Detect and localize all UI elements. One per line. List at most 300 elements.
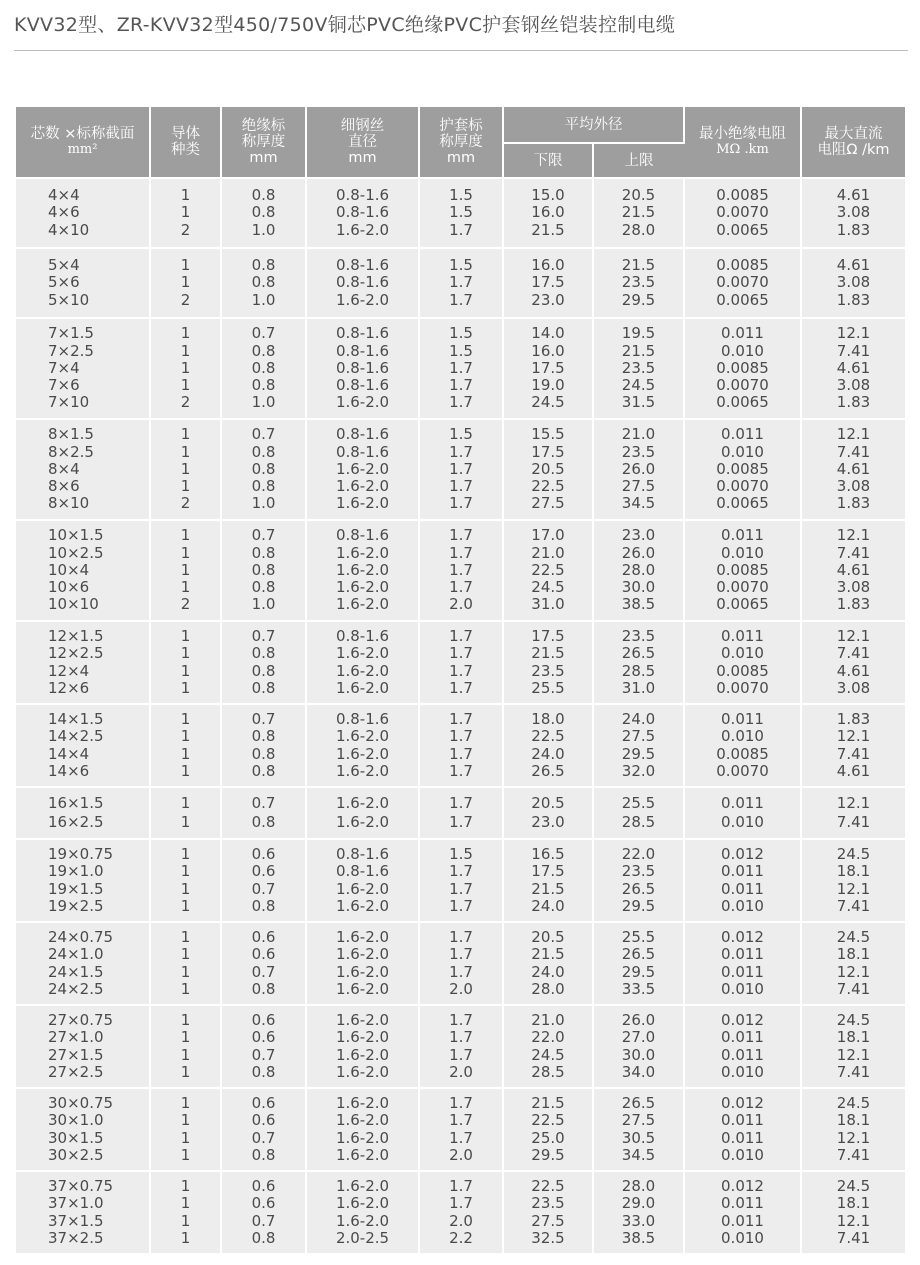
cell-value: 24.5 bbox=[836, 928, 871, 947]
cell-value: 7.41 bbox=[836, 1228, 871, 1247]
cell-value: 0.8 bbox=[251, 678, 276, 697]
cell-value: 0.012 bbox=[721, 845, 764, 864]
cell-dc-resistance bbox=[801, 621, 905, 704]
cell-value: 24×1.5 bbox=[48, 962, 104, 981]
cell-value: 2 bbox=[180, 220, 191, 239]
cell-value: 1 bbox=[180, 442, 191, 461]
cell-value: 0.6 bbox=[251, 1094, 276, 1113]
cell-value: 33.0 bbox=[621, 1211, 656, 1230]
cell-value: 0.6 bbox=[251, 1194, 276, 1213]
cell-value: 15.0 bbox=[531, 186, 565, 205]
cell-conductor bbox=[150, 178, 221, 248]
cell-insulation bbox=[221, 178, 306, 248]
cell-value: 17.5 bbox=[531, 273, 565, 292]
header-conductor-l2: 种类 bbox=[171, 142, 200, 158]
cell-value: 21.0 bbox=[621, 425, 656, 444]
cell-value: 0.6 bbox=[251, 1028, 276, 1047]
cell-value: 1 bbox=[180, 678, 191, 697]
cell-insulation bbox=[221, 1171, 306, 1254]
cell-ins-resistance bbox=[684, 178, 801, 248]
cell-od-upper bbox=[593, 1171, 684, 1254]
cell-value: 1.6-2.0 bbox=[335, 560, 390, 579]
cell-value: 0.8 bbox=[251, 203, 276, 222]
cell-value: 20.5 bbox=[531, 794, 565, 812]
cell-value: 28.0 bbox=[531, 979, 565, 998]
cell-value: 12.1 bbox=[836, 1128, 871, 1147]
cell-ins-resistance bbox=[684, 1088, 801, 1171]
cell-value: 0.8 bbox=[251, 273, 276, 292]
cell-value: 2.0 bbox=[449, 1211, 473, 1230]
cell-value: 0.8 bbox=[251, 979, 276, 998]
cell-value: 0.012 bbox=[721, 928, 764, 947]
cell-value: 10×6 bbox=[48, 578, 90, 597]
cell-sheath bbox=[419, 704, 503, 787]
cell-od-lower bbox=[503, 178, 593, 248]
cell-cores bbox=[16, 318, 150, 419]
cell-value: 0.0065 bbox=[716, 494, 769, 513]
cell-value: 19×1.5 bbox=[48, 879, 104, 898]
cell-value: 29.0 bbox=[621, 1194, 656, 1213]
cell-value: 0.7 bbox=[251, 1211, 276, 1230]
cell-value: 34.0 bbox=[621, 1062, 656, 1081]
cell-value: 0.8-1.6 bbox=[335, 256, 390, 275]
cell-value: 0.8-1.6 bbox=[335, 442, 390, 461]
cell-value: 24.5 bbox=[531, 393, 565, 412]
cell-value: 2 bbox=[180, 290, 191, 309]
cell-value: 24.0 bbox=[531, 896, 565, 915]
cell-value: 0.8 bbox=[251, 744, 276, 763]
cell-value: 1.7 bbox=[449, 761, 473, 780]
cell-value: 0.011 bbox=[721, 794, 764, 812]
cell-value: 1 bbox=[180, 256, 191, 275]
header-conductor-l1: 导体 bbox=[171, 126, 200, 142]
cell-value: 0.0085 bbox=[716, 744, 769, 763]
table-row bbox=[16, 621, 905, 704]
header-sheath-l1: 护套标 bbox=[439, 118, 483, 134]
cell-value: 3.08 bbox=[836, 477, 871, 496]
cell-cores bbox=[16, 419, 150, 520]
cell-value: 1.5 bbox=[449, 203, 473, 222]
cell-value: 19×1.0 bbox=[48, 862, 104, 881]
cell-conductor bbox=[150, 1171, 221, 1254]
cell-value: 22.0 bbox=[531, 1028, 565, 1047]
cell-value: 0.010 bbox=[721, 644, 764, 663]
cell-value: 1.7 bbox=[449, 896, 473, 915]
header-upper: 上限 bbox=[593, 143, 684, 178]
cell-conductor bbox=[150, 787, 221, 839]
table-row bbox=[16, 178, 905, 248]
cell-value: 1 bbox=[180, 425, 191, 444]
cell-value: 8×6 bbox=[48, 477, 80, 496]
cell-value: 21.0 bbox=[531, 1011, 565, 1030]
cell-value: 1.6-2.0 bbox=[335, 1094, 390, 1113]
cell-value: 3.08 bbox=[836, 376, 871, 395]
cell-value: 1 bbox=[180, 1045, 191, 1064]
cell-value: 22.5 bbox=[531, 727, 565, 746]
cell-value: 30.0 bbox=[621, 1045, 656, 1064]
cell-value: 0.6 bbox=[251, 1011, 276, 1030]
cell-value: 37×1.0 bbox=[48, 1194, 104, 1213]
cell-value: 24×2.5 bbox=[48, 979, 104, 998]
cell-value: 27.5 bbox=[531, 494, 565, 513]
cell-sheath bbox=[419, 787, 503, 839]
header-insulation-l2: 称厚度 bbox=[241, 134, 286, 150]
cell-value: 24.5 bbox=[836, 1177, 871, 1196]
cell-value: 0.6 bbox=[251, 1111, 276, 1130]
cell-value: 1.6-2.0 bbox=[335, 1011, 390, 1030]
cell-value: 1.7 bbox=[449, 1128, 473, 1147]
cell-value: 30.5 bbox=[621, 1128, 656, 1147]
cell-cores bbox=[16, 1171, 150, 1254]
cell-insulation bbox=[221, 621, 306, 704]
cell-value: 23.5 bbox=[531, 1194, 565, 1213]
cell-value: 1.0 bbox=[251, 220, 276, 239]
cell-value: 37×0.75 bbox=[48, 1177, 114, 1196]
cell-value: 0.8-1.6 bbox=[335, 710, 390, 729]
cell-value: 24.5 bbox=[836, 1094, 871, 1113]
cell-value: 0.8 bbox=[251, 813, 276, 831]
cell-value: 0.011 bbox=[721, 879, 764, 898]
cell-value: 1.83 bbox=[836, 393, 871, 412]
cell-value: 21.0 bbox=[531, 543, 565, 562]
cell-value: 21.5 bbox=[531, 879, 565, 898]
header-insres-l1: 最小绝缘电阻 bbox=[699, 126, 786, 142]
cell-value: 24.5 bbox=[621, 376, 656, 395]
cell-value: 27×2.5 bbox=[48, 1062, 104, 1081]
cell-value: 0.6 bbox=[251, 928, 276, 947]
cell-value: 1.5 bbox=[449, 256, 473, 275]
cell-value: 1.7 bbox=[449, 1011, 473, 1030]
cell-value: 0.8 bbox=[251, 644, 276, 663]
cell-value: 5×10 bbox=[48, 290, 90, 309]
cell-value: 1 bbox=[180, 727, 191, 746]
cell-od-lower bbox=[503, 318, 593, 419]
cell-steel-wire bbox=[306, 1088, 419, 1171]
cell-steel-wire bbox=[306, 1005, 419, 1088]
table-row bbox=[16, 248, 905, 318]
cell-value: 1.7 bbox=[449, 1194, 473, 1213]
cell-steel-wire bbox=[306, 621, 419, 704]
cell-od-lower bbox=[503, 621, 593, 704]
cell-sheath bbox=[419, 1171, 503, 1254]
cell-value: 1.7 bbox=[449, 220, 473, 239]
cell-value: 1.7 bbox=[449, 644, 473, 663]
table-row bbox=[16, 520, 905, 621]
cell-value: 7.41 bbox=[836, 1062, 871, 1081]
cell-steel-wire bbox=[306, 1171, 419, 1254]
cell-value: 12.1 bbox=[836, 1211, 871, 1230]
cell-cores bbox=[16, 787, 150, 839]
cell-value: 12.1 bbox=[836, 425, 871, 444]
cell-sheath bbox=[419, 1088, 503, 1171]
cell-cores bbox=[16, 1005, 150, 1088]
cell-od-upper bbox=[593, 621, 684, 704]
cell-value: 19×2.5 bbox=[48, 896, 104, 915]
cell-value: 0.8-1.6 bbox=[335, 376, 390, 395]
cell-od-lower bbox=[503, 787, 593, 839]
cell-value: 1 bbox=[180, 459, 191, 478]
cell-value: 1 bbox=[180, 1094, 191, 1113]
cell-value: 7.41 bbox=[836, 341, 871, 360]
cell-value: 1.6-2.0 bbox=[335, 678, 390, 697]
cell-value: 1 bbox=[180, 358, 191, 377]
cell-value: 4×4 bbox=[48, 186, 80, 205]
cell-value: 1 bbox=[180, 560, 191, 579]
cell-value: 14.0 bbox=[531, 324, 565, 343]
cell-value: 23.5 bbox=[621, 862, 656, 881]
cell-value: 1.0 bbox=[251, 494, 276, 513]
cell-value: 1 bbox=[180, 962, 191, 981]
cell-value: 27.5 bbox=[621, 477, 656, 496]
cell-value: 23.5 bbox=[621, 627, 656, 646]
table-header bbox=[16, 107, 905, 178]
cell-value: 17.5 bbox=[531, 442, 565, 461]
cell-value: 28.5 bbox=[531, 1062, 565, 1081]
cell-value: 14×6 bbox=[48, 761, 90, 780]
header-lower: 下限 bbox=[503, 143, 593, 178]
table-row bbox=[16, 419, 905, 520]
cell-value: 27×0.75 bbox=[48, 1011, 114, 1030]
cell-od-upper bbox=[593, 318, 684, 419]
cell-value: 0.7 bbox=[251, 324, 276, 343]
cell-value: 30×1.5 bbox=[48, 1128, 104, 1147]
cell-value: 17.5 bbox=[531, 862, 565, 881]
table-row bbox=[16, 318, 905, 419]
cell-value: 23.5 bbox=[531, 661, 565, 680]
cell-ins-resistance bbox=[684, 419, 801, 520]
cell-sheath bbox=[419, 839, 503, 922]
cell-insulation bbox=[221, 1088, 306, 1171]
cell-value: 32.0 bbox=[621, 761, 656, 780]
cell-value: 1.7 bbox=[449, 477, 473, 496]
cell-value: 0.8-1.6 bbox=[335, 358, 390, 377]
cell-value: 0.7 bbox=[251, 1128, 276, 1147]
cell-value: 21.5 bbox=[531, 945, 565, 964]
header-steel-wire bbox=[306, 107, 419, 178]
header-insres-unit: MΩ .km bbox=[716, 142, 769, 157]
cell-value: 10×2.5 bbox=[48, 543, 104, 562]
cell-cores bbox=[16, 248, 150, 318]
cell-dc-resistance bbox=[801, 1171, 905, 1254]
cell-value: 0.8-1.6 bbox=[335, 203, 390, 222]
cell-dc-resistance bbox=[801, 318, 905, 419]
cell-value: 1.6-2.0 bbox=[335, 744, 390, 763]
cell-value: 22.5 bbox=[531, 560, 565, 579]
cell-cores bbox=[16, 621, 150, 704]
cell-value: 7.41 bbox=[836, 644, 871, 663]
cell-conductor bbox=[150, 419, 221, 520]
cell-value: 0.7 bbox=[251, 627, 276, 646]
cell-value: 1.7 bbox=[449, 928, 473, 947]
cell-value: 1.7 bbox=[449, 442, 473, 461]
cell-value: 1.5 bbox=[449, 425, 473, 444]
cell-value: 18.1 bbox=[836, 1111, 871, 1130]
cell-value: 0.0065 bbox=[716, 220, 769, 239]
cell-value: 0.010 bbox=[721, 979, 764, 998]
table-row bbox=[16, 704, 905, 787]
cell-value: 0.7 bbox=[251, 879, 276, 898]
cell-value: 12×2.5 bbox=[48, 644, 104, 663]
cell-value: 1.6-2.0 bbox=[335, 727, 390, 746]
header-sheath bbox=[419, 107, 503, 178]
cell-value: 21.5 bbox=[621, 256, 656, 275]
cell-value: 0.0070 bbox=[716, 578, 769, 597]
cell-value: 28.0 bbox=[621, 1177, 656, 1196]
cell-value: 1.7 bbox=[449, 459, 473, 478]
cell-value: 16.0 bbox=[531, 256, 565, 275]
header-dcres-l2: 电阻Ω /km bbox=[817, 142, 890, 158]
cell-value: 5×4 bbox=[48, 256, 80, 275]
cell-sheath bbox=[419, 1005, 503, 1088]
cell-value: 0.0070 bbox=[716, 273, 769, 292]
cell-value: 7.41 bbox=[836, 813, 871, 831]
cell-value: 18.0 bbox=[531, 710, 565, 729]
cell-value: 0.8-1.6 bbox=[335, 324, 390, 343]
cell-value: 0.8 bbox=[251, 256, 276, 275]
cell-value: 16×2.5 bbox=[48, 813, 104, 831]
cell-od-upper bbox=[593, 419, 684, 520]
cell-ins-resistance bbox=[684, 922, 801, 1005]
cell-value: 8×10 bbox=[48, 494, 90, 513]
cell-value: 1.6-2.0 bbox=[335, 1111, 390, 1130]
cell-ins-resistance bbox=[684, 787, 801, 839]
cell-value: 7.41 bbox=[836, 744, 871, 763]
cell-value: 1 bbox=[180, 543, 191, 562]
cell-value: 1.6-2.0 bbox=[335, 962, 390, 981]
cell-value: 1.7 bbox=[449, 744, 473, 763]
cell-value: 1.6-2.0 bbox=[335, 220, 390, 239]
cell-value: 12.1 bbox=[836, 526, 871, 545]
cell-ins-resistance bbox=[684, 704, 801, 787]
cell-value: 0.0085 bbox=[716, 459, 769, 478]
cell-value: 28.0 bbox=[621, 220, 656, 239]
cell-value: 0.8-1.6 bbox=[335, 845, 390, 864]
cell-value: 7×10 bbox=[48, 393, 90, 412]
cell-value: 7.41 bbox=[836, 896, 871, 915]
cell-value: 2 bbox=[180, 494, 191, 513]
cell-dc-resistance bbox=[801, 704, 905, 787]
cell-value: 0.6 bbox=[251, 945, 276, 964]
cell-value: 18.1 bbox=[836, 1194, 871, 1213]
cell-value: 12.1 bbox=[836, 627, 871, 646]
header-cores-label: 芯数 ×标称截面 bbox=[30, 126, 135, 142]
cell-value: 0.8-1.6 bbox=[335, 526, 390, 545]
cell-od-upper bbox=[593, 787, 684, 839]
cell-value: 23.0 bbox=[531, 813, 565, 831]
cell-value: 32.5 bbox=[531, 1228, 565, 1247]
cell-sheath bbox=[419, 520, 503, 621]
cell-value: 1.7 bbox=[449, 543, 473, 562]
cell-value: 4×10 bbox=[48, 220, 90, 239]
cell-value: 2.0-2.5 bbox=[335, 1228, 390, 1247]
cell-value: 1.83 bbox=[836, 710, 871, 729]
cell-sheath bbox=[419, 248, 503, 318]
cell-od-lower bbox=[503, 419, 593, 520]
cell-steel-wire bbox=[306, 248, 419, 318]
cell-value: 1.7 bbox=[449, 727, 473, 746]
cell-value: 1.6-2.0 bbox=[335, 1194, 390, 1213]
cell-value: 19.5 bbox=[621, 324, 656, 343]
cell-value: 0.011 bbox=[721, 1111, 764, 1130]
cell-value: 1 bbox=[180, 1177, 191, 1196]
cell-value: 0.6 bbox=[251, 1177, 276, 1196]
cell-value: 8×2.5 bbox=[48, 442, 94, 461]
cell-value: 27.0 bbox=[621, 1028, 656, 1047]
cell-ins-resistance bbox=[684, 1005, 801, 1088]
cell-value: 3.08 bbox=[836, 578, 871, 597]
cell-od-lower bbox=[503, 704, 593, 787]
cell-value: 0.011 bbox=[721, 627, 764, 646]
header-insulation-l1: 绝缘标 bbox=[241, 118, 286, 134]
cell-value: 26.0 bbox=[621, 459, 656, 478]
cell-value: 1.5 bbox=[449, 324, 473, 343]
cell-value: 0.011 bbox=[721, 1028, 764, 1047]
cell-value: 0.010 bbox=[721, 341, 764, 360]
cell-od-upper bbox=[593, 178, 684, 248]
cell-value: 0.8 bbox=[251, 358, 276, 377]
table-row bbox=[16, 1005, 905, 1088]
header-sheath-l2: 称厚度 bbox=[439, 134, 483, 150]
cell-value: 1 bbox=[180, 627, 191, 646]
cell-value: 0.010 bbox=[721, 1062, 764, 1081]
cell-value: 12.1 bbox=[836, 879, 871, 898]
cell-value: 4.61 bbox=[836, 661, 871, 680]
title-divider bbox=[14, 50, 908, 51]
cell-value: 16.0 bbox=[531, 341, 565, 360]
cell-value: 0.0085 bbox=[716, 186, 769, 205]
cell-value: 1.6-2.0 bbox=[335, 1028, 390, 1047]
cell-steel-wire bbox=[306, 704, 419, 787]
cell-value: 1.6-2.0 bbox=[335, 979, 390, 998]
cell-od-lower bbox=[503, 922, 593, 1005]
cell-value: 1.6-2.0 bbox=[335, 879, 390, 898]
cell-value: 29.5 bbox=[621, 896, 656, 915]
cell-value: 1.5 bbox=[449, 186, 473, 205]
cell-value: 4.61 bbox=[836, 459, 871, 478]
cell-value: 1.83 bbox=[836, 494, 871, 513]
cell-cores bbox=[16, 704, 150, 787]
cell-sheath bbox=[419, 621, 503, 704]
cell-value: 1.7 bbox=[449, 1094, 473, 1113]
cell-value: 0.7 bbox=[251, 526, 276, 545]
cell-ins-resistance bbox=[684, 318, 801, 419]
cell-od-upper bbox=[593, 1088, 684, 1171]
cell-value: 1.6-2.0 bbox=[335, 945, 390, 964]
cell-value: 0.0070 bbox=[716, 477, 769, 496]
cell-value: 17.0 bbox=[531, 526, 565, 545]
cell-value: 1 bbox=[180, 578, 191, 597]
cell-value: 0.7 bbox=[251, 1045, 276, 1064]
cell-value: 2 bbox=[180, 393, 191, 412]
cell-value: 26.0 bbox=[621, 1011, 656, 1030]
cell-value: 1.7 bbox=[449, 794, 473, 812]
cell-value: 26.5 bbox=[621, 1094, 656, 1113]
cell-insulation bbox=[221, 248, 306, 318]
cell-value: 1 bbox=[180, 979, 191, 998]
cell-value: 25.5 bbox=[621, 928, 656, 947]
cell-value: 19.0 bbox=[531, 376, 565, 395]
cell-od-lower bbox=[503, 1088, 593, 1171]
cell-value: 29.5 bbox=[621, 744, 656, 763]
cell-value: 1.7 bbox=[449, 578, 473, 597]
cell-value: 0.0065 bbox=[716, 393, 769, 412]
cell-dc-resistance bbox=[801, 178, 905, 248]
cell-value: 27×1.5 bbox=[48, 1045, 104, 1064]
cell-value: 1.6-2.0 bbox=[335, 290, 390, 309]
cell-value: 12.1 bbox=[836, 794, 871, 812]
cell-conductor bbox=[150, 248, 221, 318]
cell-value: 1.7 bbox=[449, 1028, 473, 1047]
